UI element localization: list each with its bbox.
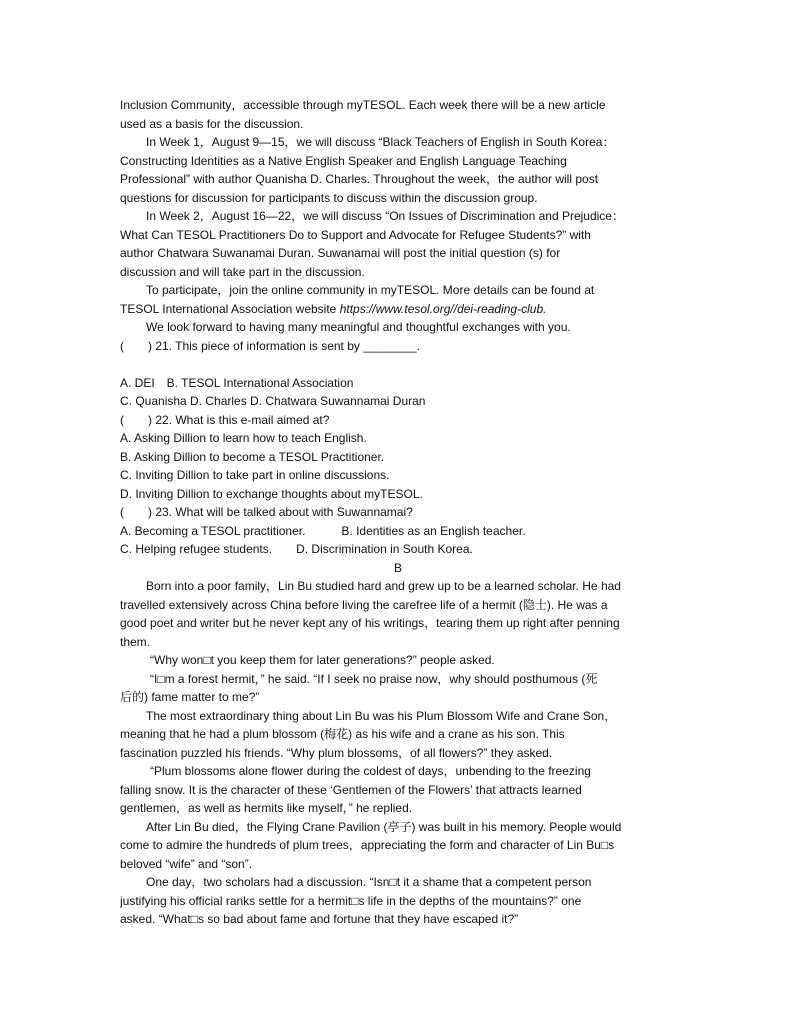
text-line: “Why won□t you keep them for later generations?” people asked.	[150, 653, 495, 667]
text-line: After Lin Bu died，the Flying Crane Pavilion (亭子) was built in his memory. People would	[146, 819, 622, 834]
text-line: To participate，join the online community in myTESOL. More details can be found at	[146, 283, 595, 297]
website-prefix: TESOL International Association website	[120, 301, 340, 316]
text-line: Constructing Identities as a Native English Speaker and English Language Teaching	[120, 153, 567, 168]
text-line: beloved “wife” and “son”.	[120, 856, 253, 871]
option-line: A. DEI B. TESOL International Association	[120, 375, 354, 390]
text-line: gentlemen，as well as hermits like myself，” he replied.	[120, 801, 413, 815]
question-22: ( ) 22. What is this e-mail aimed at?	[120, 412, 330, 427]
text-line: asked. “What□s so bad about fame and fortune that they have escaped it?”	[120, 912, 519, 926]
spacer	[120, 355, 676, 374]
website-line	[120, 300, 676, 319]
text-line: What Can TESOL Practitioners Do to Support and Advocate for Refugee Students?” with	[120, 227, 591, 242]
text-line: discussion and will take part in the discussion.	[120, 264, 365, 279]
option-line: B. Asking Dillion to become a TESOL Practitioner.	[120, 449, 385, 464]
text-line: falling snow. It is the character of these ‘Gentlemen of the Flowers’ that attracts learned	[120, 782, 582, 797]
text-line: “I□m a forest hermit，” he said. “If I seek no praise now，why should posthumous (死	[150, 671, 598, 686]
section-heading: B	[393, 560, 402, 575]
text-line: author Chatwara Suwanamai Duran. Suwanamai will post the initial question (s) for	[120, 246, 561, 260]
text-line: We look forward to having many meaningful and thoughtful exchanges with you.	[146, 320, 571, 334]
text-line: justifying his official ranks settle for a hermit□s life in the depths of the mountains?” one	[120, 893, 582, 908]
text-line: Inclusion Community，accessible through myTESOL. Each week there will be a new article	[120, 98, 606, 112]
text-line: questions for discussion for participants to discuss within the discussion group.	[120, 190, 538, 205]
option-line: C. Helping refugee students. D. Discrimination in South Korea.	[120, 542, 473, 556]
option-line: C. Inviting Dillion to take part in online discussions.	[120, 468, 390, 482]
option-line: D. Inviting Dillion to exchange thoughts about myTESOL.	[120, 486, 423, 501]
text-line: “Plum blossoms alone flower during the coldest of days，unbending to the freezing	[150, 764, 591, 778]
document-page	[120, 96, 676, 929]
text-line: good poet and writer but he never kept any of his writings，tearing them up right after penning	[120, 616, 620, 630]
text-line: used as a basis for the discussion.	[120, 116, 304, 131]
text-line: fascination puzzled his friends. “Why plum blossoms，of all flowers?” they asked.	[120, 745, 553, 760]
text-line: One day，two scholars had a discussion. “Isn□t it a shame that a competent person	[146, 875, 592, 889]
option-line: C. Quanisha D. Charles D. Chatwara Suwannamai Duran	[120, 394, 426, 408]
question-23: ( ) 23. What will be talked about with Suwannamai?	[120, 505, 413, 519]
text-line: travelled extensively across China before living the carefree life of a hermit (隐士). He was a	[120, 597, 608, 612]
text-line: Born into a poor family，Lin Bu studied hard and grew up to be a learned scholar. He had	[146, 579, 621, 593]
website-link[interactable]: https://www.tesol.org//dei-reading-club.	[339, 301, 547, 316]
text-line: them.	[120, 634, 151, 649]
text-line: In Week 2，August 16—22，we will discuss “On Issues of Discrimination and Prejudice：	[146, 209, 624, 223]
text-line: meaning that he had a plum blossom (梅花) as his wife and a crane as his son. This	[120, 727, 565, 741]
option-line: A. Becoming a TESOL practitioner. B. Identities as an English teacher.	[120, 523, 526, 538]
text-line: 后的) fame matter to me?”	[120, 690, 260, 704]
option-line: A. Asking Dillion to learn how to teach English.	[120, 431, 367, 445]
text-line: In Week 1，August 9—15，we will discuss “Black Teachers of English in South Korea：	[146, 135, 615, 149]
question-21: ( ) 21. This piece of information is sent by ________.	[120, 338, 420, 353]
text-line: come to admire the hundreds of plum trees，appreciating the form and character of Lin Bu□s	[120, 838, 615, 852]
text-line: The most extraordinary thing about Lin Bu was his Plum Blossom Wife and Crane Son，	[146, 708, 617, 723]
text-line: Professional” with author Quanisha D. Charles. Throughout the week，the author will post	[120, 172, 599, 186]
